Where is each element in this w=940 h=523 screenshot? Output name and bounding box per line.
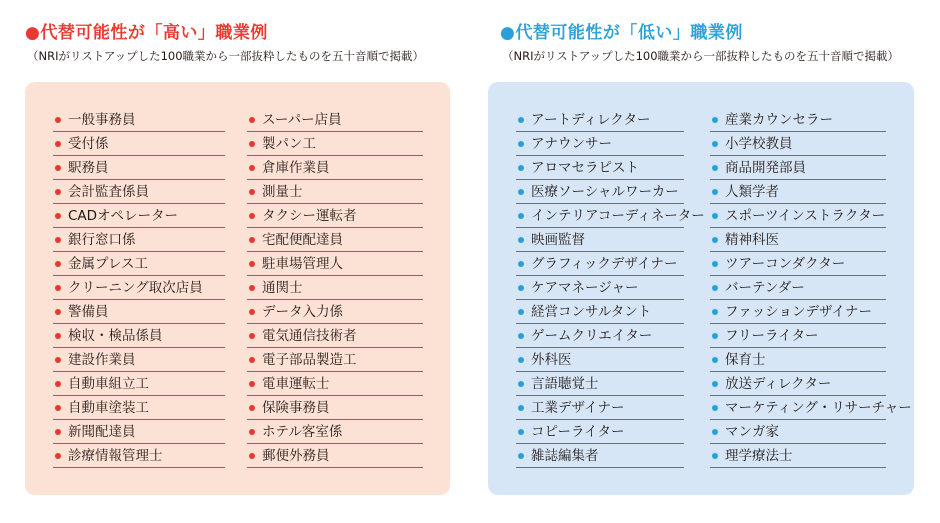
job-title: 郵便外務員	[262, 448, 330, 464]
list-item	[516, 276, 684, 300]
bullet-icon	[55, 285, 61, 291]
list-item	[247, 252, 423, 276]
bullet-icon	[712, 285, 718, 291]
bullet-icon	[518, 261, 524, 267]
list-item	[247, 372, 423, 396]
list-item	[516, 228, 684, 252]
job-title: インテリアコーディネーター	[531, 208, 705, 224]
list-item	[53, 228, 225, 252]
bullet-icon	[55, 141, 61, 147]
job-title: 外科医	[531, 352, 572, 368]
list-item	[247, 420, 423, 444]
list-item	[516, 180, 684, 204]
list-item	[247, 276, 423, 300]
list-item	[247, 228, 423, 252]
list-item	[53, 396, 225, 420]
list-item	[53, 132, 225, 156]
list-item	[516, 204, 705, 228]
job-title: 電車運転士	[262, 376, 330, 392]
bullet-icon	[712, 405, 718, 411]
job-title: CADオペレーター	[68, 208, 179, 224]
list-item	[53, 156, 225, 180]
job-title: タクシー運転者	[262, 208, 357, 224]
list-item	[53, 108, 225, 132]
bullet-icon	[55, 405, 61, 411]
job-title: 通関士	[262, 280, 303, 296]
bullet-icon	[249, 453, 255, 459]
bullet-icon	[55, 165, 61, 171]
list-item	[516, 324, 684, 348]
job-title: 商品開発部員	[725, 160, 806, 176]
bullet-icon	[518, 309, 524, 315]
list-item	[247, 300, 423, 324]
bullet-icon	[518, 453, 524, 459]
job-title: 駅務員	[68, 160, 109, 176]
job-title: 放送ディレクター	[725, 376, 832, 392]
bullet-icon	[55, 237, 61, 243]
bullet-icon	[249, 381, 255, 387]
job-title: 倉庫作業員	[262, 160, 330, 176]
bullet-icon	[249, 117, 255, 123]
high-section-title: ●代替可能性が「高い」職業例	[25, 23, 268, 43]
list-item	[710, 108, 886, 132]
list-item	[53, 324, 225, 348]
high-jobs-column-1	[53, 108, 225, 468]
bullet-icon	[249, 261, 255, 267]
bullet-icon	[712, 357, 718, 363]
bullet-icon	[518, 429, 524, 435]
bullet-icon	[518, 405, 524, 411]
job-title: 建設作業員	[68, 352, 136, 368]
job-title: 一般事務員	[68, 112, 136, 128]
list-item	[710, 444, 886, 468]
bullet-icon	[518, 381, 524, 387]
job-title: 精神科医	[725, 232, 779, 248]
bullet-icon	[249, 429, 255, 435]
bullet-icon	[518, 165, 524, 171]
bullet-icon	[249, 141, 255, 147]
list-item	[516, 420, 684, 444]
bullet-icon	[518, 357, 524, 363]
list-item	[247, 132, 423, 156]
bullet-icon	[55, 117, 61, 123]
list-item	[53, 276, 225, 300]
high-jobs-column-2	[247, 108, 423, 468]
job-title: 駐車場管理人	[262, 256, 343, 272]
bullet-icon	[712, 189, 718, 195]
list-item	[247, 396, 423, 420]
list-item	[247, 324, 423, 348]
job-title: 製パン工	[262, 136, 316, 152]
bullet-icon	[712, 165, 718, 171]
bullet-icon	[712, 309, 718, 315]
job-title: 言語聴覚士	[531, 376, 599, 392]
high-jobs-panel	[25, 82, 450, 495]
list-item	[53, 180, 225, 204]
job-title: 理学療法士	[725, 448, 793, 464]
bullet-icon	[518, 285, 524, 291]
high-section-subtitle: （NRIがリストアップした100職業から一部抜粋したものを五十音順で掲載）	[27, 49, 425, 63]
job-title: アートディレクター	[531, 112, 651, 128]
list-item	[516, 252, 684, 276]
bullet-icon	[518, 237, 524, 243]
job-title: 警備員	[68, 304, 109, 320]
list-item	[710, 300, 886, 324]
bullet-icon	[55, 189, 61, 195]
bullet-icon	[249, 189, 255, 195]
job-title: 自動車組立工	[68, 376, 149, 392]
list-item	[516, 300, 684, 324]
list-item	[516, 156, 684, 180]
job-title: ゲームクリエイター	[531, 328, 653, 344]
bullet-icon	[249, 285, 255, 291]
list-item	[710, 156, 886, 180]
job-title: 電子部品製造工	[262, 352, 357, 368]
bullet-icon	[712, 333, 718, 339]
job-title: 診療情報管理士	[68, 448, 163, 464]
low-jobs-column-1	[516, 108, 705, 468]
low-jobs-column-2	[710, 108, 912, 468]
job-title: 工業デザイナー	[531, 400, 625, 416]
bullet-icon	[518, 213, 524, 219]
list-item	[710, 132, 886, 156]
job-title: 小学校教員	[725, 136, 793, 152]
bullet-icon	[249, 309, 255, 315]
list-item	[710, 396, 912, 420]
job-title: マーケティング・リサーチャー	[725, 400, 912, 416]
job-title: アナウンサー	[531, 136, 612, 152]
job-title: バーテンダー	[725, 280, 805, 296]
job-title: 受付係	[68, 136, 109, 152]
bullet-icon	[55, 357, 61, 363]
low-section-subtitle: （NRIがリストアップした100職業から一部抜粋したものを五十音順で掲載）	[502, 49, 900, 63]
bullet-icon	[249, 237, 255, 243]
list-item	[710, 348, 886, 372]
job-title: 電気通信技術者	[262, 328, 357, 344]
job-title: 保育士	[725, 352, 766, 368]
list-item	[710, 420, 886, 444]
bullet-icon	[712, 213, 718, 219]
list-item	[710, 180, 886, 204]
bullet-icon	[518, 333, 524, 339]
list-item	[710, 252, 886, 276]
job-title: マンガ家	[725, 424, 779, 440]
list-item	[516, 372, 684, 396]
list-item	[53, 204, 225, 228]
job-title: コピーライター	[531, 424, 625, 440]
job-title: グラフィックデザイナー	[531, 256, 678, 272]
job-title: 宅配便配達員	[262, 232, 343, 248]
list-item	[516, 108, 684, 132]
job-title: ツアーコンダクター	[725, 256, 846, 272]
bullet-icon	[712, 381, 718, 387]
bullet-icon	[249, 357, 255, 363]
job-title: 銀行窓口係	[68, 232, 136, 248]
list-item	[53, 372, 225, 396]
bullet-icon	[712, 141, 718, 147]
bullet-icon	[712, 237, 718, 243]
job-title: 医療ソーシャルワーカー	[531, 184, 679, 200]
job-title: 測量士	[262, 184, 303, 200]
bullet-icon	[518, 141, 524, 147]
job-title: フリーライター	[725, 328, 819, 344]
bullet-icon	[518, 189, 524, 195]
list-item	[710, 372, 886, 396]
list-item	[53, 348, 225, 372]
job-title: スポーツインストラクター	[725, 208, 886, 224]
bullet-icon	[55, 261, 61, 267]
job-title: アロマセラピスト	[531, 160, 639, 176]
job-title: 会計監査係員	[68, 184, 149, 200]
job-title: データ入力係	[262, 304, 343, 320]
list-item	[247, 180, 423, 204]
job-title: ホテル客室係	[262, 424, 343, 440]
job-title: ファッションデザイナー	[725, 304, 873, 320]
list-item	[53, 300, 225, 324]
list-item	[516, 132, 684, 156]
list-item	[516, 444, 684, 468]
job-title: 新聞配達員	[68, 424, 136, 440]
bullet-icon	[712, 261, 718, 267]
job-title: 経営コンサルタント	[531, 304, 652, 320]
list-item	[247, 444, 423, 468]
bullet-icon	[518, 117, 524, 123]
bullet-icon	[712, 453, 718, 459]
bullet-icon	[249, 405, 255, 411]
job-title: ケアマネージャー	[531, 280, 639, 296]
bullet-icon	[712, 117, 718, 123]
bullet-icon	[712, 429, 718, 435]
bullet-icon	[55, 333, 61, 339]
job-title: 金属プレス工	[68, 256, 149, 272]
list-item	[710, 204, 886, 228]
bullet-icon	[55, 429, 61, 435]
list-item	[516, 348, 684, 372]
job-title: スーパー店員	[262, 112, 342, 128]
job-title: 自動車塗装工	[68, 400, 149, 416]
job-title: 検収・検品係員	[68, 328, 163, 344]
bullet-icon	[249, 165, 255, 171]
low-section-title: ●代替可能性が「低い」職業例	[500, 23, 743, 43]
list-item	[247, 348, 423, 372]
bullet-icon	[55, 453, 61, 459]
bullet-icon	[55, 309, 61, 315]
list-item	[247, 108, 423, 132]
job-title: クリーニング取次店員	[68, 280, 203, 296]
list-item	[53, 420, 225, 444]
job-title: 保険事務員	[262, 400, 330, 416]
job-title: 映画監督	[531, 232, 585, 248]
bullet-icon	[249, 213, 255, 219]
bullet-icon	[249, 333, 255, 339]
list-item	[710, 324, 886, 348]
list-item	[710, 276, 886, 300]
job-title: 雑誌編集者	[531, 448, 599, 464]
list-item	[516, 396, 684, 420]
list-item	[53, 444, 225, 468]
job-title: 人類学者	[725, 184, 779, 200]
list-item	[710, 228, 886, 252]
list-item	[247, 156, 423, 180]
list-item	[247, 204, 423, 228]
low-jobs-panel	[488, 82, 914, 495]
bullet-icon	[55, 381, 61, 387]
list-item	[53, 252, 225, 276]
job-title: 産業カウンセラー	[725, 112, 833, 128]
bullet-icon	[55, 213, 61, 219]
